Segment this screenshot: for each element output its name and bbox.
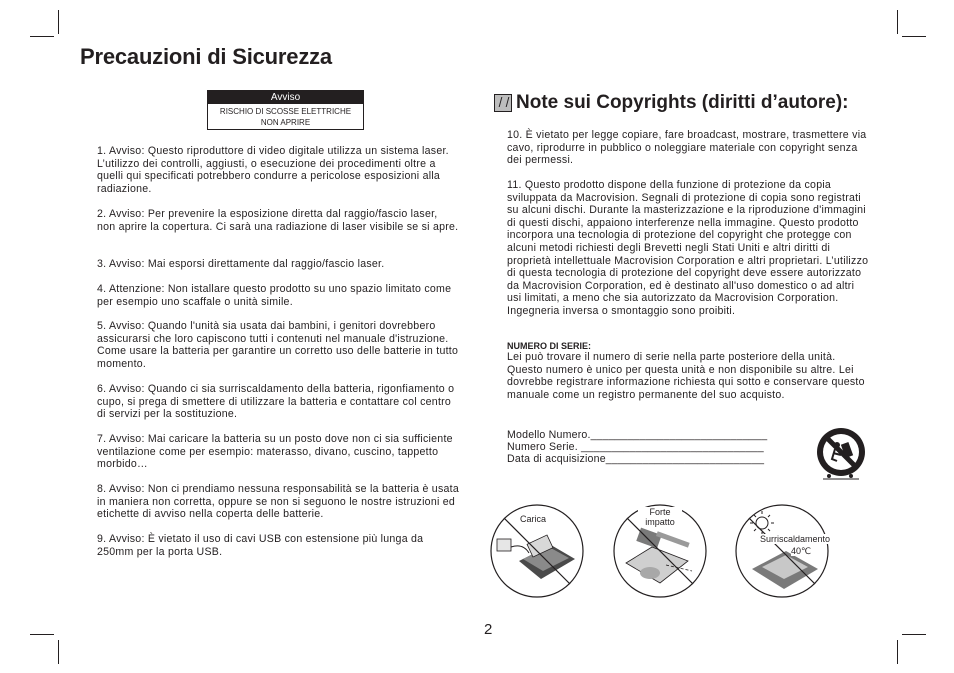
serial-number-field: Numero Serie. ______________________________ [507,441,764,453]
warning-item: 4. Attenzione: Non istallare questo prodotto su uno spazio limitato come per esempio uno scaffale o unità simile. [97,283,452,308]
warning-item: 9. Avviso: È vietato il uso di cavi USB con estensione più lunga da 250mm per la porta USB. [97,533,424,558]
copyright-paragraph: 10. È vietato per legge copiare, fare broadcast, mostrare, trasmettere via cavo, riprodurre in pubblico o noleggiare materiale con copyright senza dei permessi. [507,129,867,167]
page-number: 2 [484,621,493,638]
no-overheat-icon [734,503,830,599]
purchase-date-field: Data di acquisizione__________________________ [507,453,765,465]
warning-item: 1. Avviso: Questo riproduttore di video digitale utilizza un sistema laser. L’utilizzo dei controlli, aggiusti, o esecuzione dei procedimenti oltre a quelli qui specificati potrebbero condurre a pericolose esposizioni alla radiazione. [97,145,449,195]
crop-mark [897,10,898,34]
tip-over-warning-icon [815,425,867,483]
crop-mark [902,36,926,37]
warning-item: 7. Avviso: Mai caricare la batteria su un posto dove non ci sia sufficiente ventilazione come per esempio: materasso, divano, cuscino, tappetto morbido… [97,433,453,471]
overheat-label: Surriscaldamento [760,534,831,544]
section-heading [494,92,849,114]
warning-item: 8. Avviso: Non ci prendiamo nessuna responsabilità se la batteria è usata in maniera non corretta, oppure se non si seguono le nostre istruzioni ed etichette di avviso nella coperta delle batterie. [97,483,459,521]
crop-mark [30,634,54,635]
warning-label-line: RISCHIO DI SCOSSE ELETTRICHE [219,107,352,116]
serial-heading: NUMERO DI SERIE: [507,341,592,351]
crop-mark [902,634,926,635]
note-icon [494,94,512,112]
warning-item: 2. Avviso: Per prevenire la esposizione diretta dal raggio/fascio laser, non aprire la copertura. Ci sarà una radiazione di laser visibile se si apre. [97,208,459,233]
section-title: Note sui Copyrights (diritti d’autore): [516,92,849,113]
serial-paragraph: Lei può trovare il numero di serie nella parte posteriore della unità. Questo numero è unico per questa unità e non disponibile su altre. Lei dovrebbe registrare informazione richiesta qui sotto e conservare questo manuale come un registro permanente del suo acquisto. [507,351,865,401]
crop-mark [58,10,59,34]
warning-item: 6. Avviso: Quando ci sia surriscaldamento della batteria, rigonfiamento o cupo, si prega di smettere di utilizzare la batteria e contattare col centro di servizi per la sostituzione. [97,383,455,421]
warning-item: 3. Avviso: Mai esporsi direttamente dal raggio/fascio laser. [97,258,385,270]
page-title: Precauzioni di Sicurezza [80,44,332,69]
impact-label: Forte impatto [638,507,682,527]
crop-mark [30,36,54,37]
overheat-temperature: 40℃ [791,546,812,556]
warning-label-header: Avviso [208,91,363,104]
crop-mark [897,640,898,664]
warning-label-box [207,90,364,130]
warning-label-line: NON APRIRE [260,118,311,127]
warning-label-body [208,104,363,129]
warning-item: 5. Avviso: Quando l'unità sia usata dai bambini, i genitori dovrebbero assicurarsi che loro capiscono tutti i contenuti nel manuale d'istruzione. Come usare la batteria per garantire un corretto uso delle batterie in tutto momento. [97,320,459,370]
crop-mark [58,640,59,664]
model-number-field: Modello Numero._____________________________ [507,429,768,441]
charge-label: Carica [520,514,547,524]
copyright-paragraph: 11. Questo prodotto dispone della funzione di protezione da copia sviluppata da Macrovision. Segnali di protezione di copia sono registrati su alcuni dischi. Durante la masterizzazione e la riproduzione d'immagini di questi dischi, appaiono interferenze nella immagine. Questo prodotto incorpora una tecnologia di protezione del copyright che protegge con alcuni metodi richiesti degli Brevetti negli Stati Uniti e altri diritti di proprietà intellettuale Macrovision Corporation e altri proprietari. L’utilizzo di questa tecnologia di protezione del copyright deve essere autorizzato da Macrovision Corporation, ed è destinato all'uso domestico o ad altri usi limitati, a meno che sia autorizzato da Macrovision Corporation. Ingegneria inversa o smontaggio sono proibiti. [507,179,869,317]
